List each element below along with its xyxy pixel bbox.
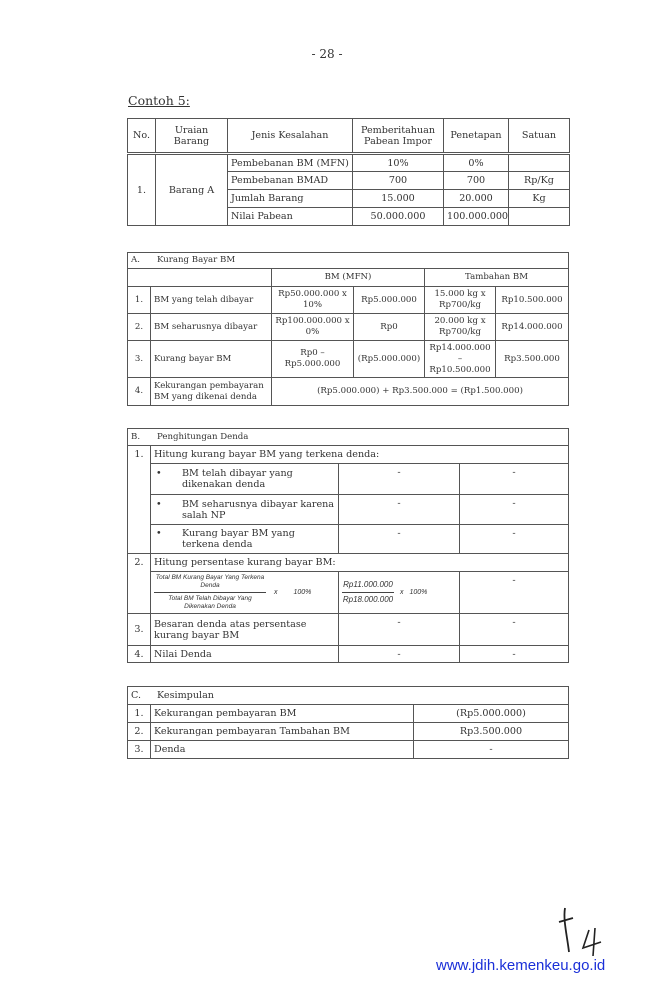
satuan: [509, 154, 570, 172]
section-title: C. Kesimpulan: [128, 687, 569, 705]
table-row: 1. BM yang telah dibayar Rp50.000.000 x 10% Rp5.000.000 15.000 kg x Rp700/kg Rp10.500.000: [128, 287, 569, 314]
table-row: 4. Kekurangan pembayaran BM yang dikenai denda (Rp5.000.000) + Rp3.500.000 = (Rp1.500.000): [128, 378, 569, 406]
kesimpulan-table: [127, 686, 569, 759]
section-title: B. Penghitungan Denda: [128, 429, 569, 446]
penetapan: 700: [444, 172, 509, 190]
kurang-bayar-table: [127, 252, 569, 406]
example-table: [127, 118, 570, 226]
table-row: 3. Denda -: [128, 741, 569, 759]
pib: 10%: [353, 154, 444, 172]
list-item: • BM telah dibayar yang dikenakan denda - -: [128, 464, 569, 495]
signature-initials: [555, 900, 615, 960]
header-uraian: Uraian Barang: [156, 119, 228, 154]
satuan: Rp/Kg: [509, 172, 570, 190]
penetapan: 0%: [444, 154, 509, 172]
jenis: Jumlah Barang: [228, 190, 353, 208]
table-row: 4. Nilai Denda - -: [128, 646, 569, 663]
satuan: Kg: [509, 190, 570, 208]
table-row: 3. Kurang bayar BM Rp0 – Rp5.000.000 (Rp5.000.000) Rp14.000.000 – Rp10.500.000 Rp3.500.000: [128, 341, 569, 378]
row-no: 1.: [128, 154, 156, 226]
table-row: 3. Besaran denda atas persentase kurang bayar BM - -: [128, 614, 569, 646]
page-number: - 28 -: [311, 47, 343, 61]
table-row: [128, 154, 570, 172]
list-item: • BM seharusnya dibayar karena salah NP - -: [128, 495, 569, 525]
header-jenis: Jenis Kesalahan: [228, 119, 353, 154]
table-header-row: [128, 119, 570, 154]
header-penetapan: Penetapan: [444, 119, 509, 154]
footer-link[interactable]: www.jdih.kemenkeu.go.id: [436, 957, 606, 974]
example-title: Contoh 5:: [128, 93, 190, 108]
table-row: 1. Kekurangan pembayaran BM (Rp5.000.000): [128, 705, 569, 723]
pib: 15.000: [353, 190, 444, 208]
penetapan: 100.000.000: [444, 208, 509, 226]
list-item: • Kurang bayar BM yang terkena denda - -: [128, 525, 569, 554]
col-tambahan-bm: Tambahan BM: [425, 269, 569, 287]
penetapan: 20.000: [444, 190, 509, 208]
formula-row: $\frac{\text{Total BM Kurang Bayar Yang Terkena Denda}}{\text{Total BM Telah Dibayar Yang Dikenakan Denda}}$ x 100% $\frac{Rp11.000.000}{Rp18.000.000}$ x 100% -: [128, 572, 569, 614]
jenis: Pembebanan BM (MFN): [228, 154, 353, 172]
section-title: A. Kurang Bayar BM: [128, 253, 569, 269]
header-pib: Pemberitahuan Pabean Impor: [353, 119, 444, 154]
satuan: [509, 208, 570, 226]
col-bm-mfn: BM (MFN): [272, 269, 425, 287]
table-row: 2. BM seharusnya dibayar Rp100.000.000 x 0% Rp0 20.000 kg x Rp700/kg Rp14.000.000: [128, 314, 569, 341]
penghitungan-denda-table: B. Penghitungan Denda 1. Hitung kurang bayar BM yang terkena denda: • BM telah dibayar yang dikenakan denda - - • BM seharusnya dibayar karena salah NP - - • Kurang bayar BM yang terkena denda - - 2. Hitung persentase kurang bayar BM: $\frac{\text{Total BM Kurang Bayar Yang Terkena Denda}}{\text{Total BM Telah Dibayar Yang Dikenakan Denda}}$ x 100% $\frac{Rp11.000.000}{Rp18.000.000}$ x 100% - 3. Besaran denda atas persentase kurang bayar BM - - 4. Nilai Denda - -: [127, 428, 569, 663]
jenis: Nilai Pabean: [228, 208, 353, 226]
jenis: Pembebanan BMAD: [228, 172, 353, 190]
table-row: 2. Kekurangan pembayaran Tambahan BM Rp3.500.000: [128, 723, 569, 741]
pib: 50.000.000: [353, 208, 444, 226]
pib: 700: [353, 172, 444, 190]
header-satuan: Satuan: [509, 119, 570, 154]
item-name: Barang A: [156, 154, 228, 226]
formula-fraction: $\frac{\text{Total BM Kurang Bayar Yang Terkena Denda}}{\text{Total BM Telah Dibayar Yang Dikenakan Denda}}$: [155, 574, 265, 610]
formula-values: $\frac{Rp11.000.000}{Rp18.000.000}$: [342, 580, 394, 604]
header-no: No.: [128, 119, 156, 154]
